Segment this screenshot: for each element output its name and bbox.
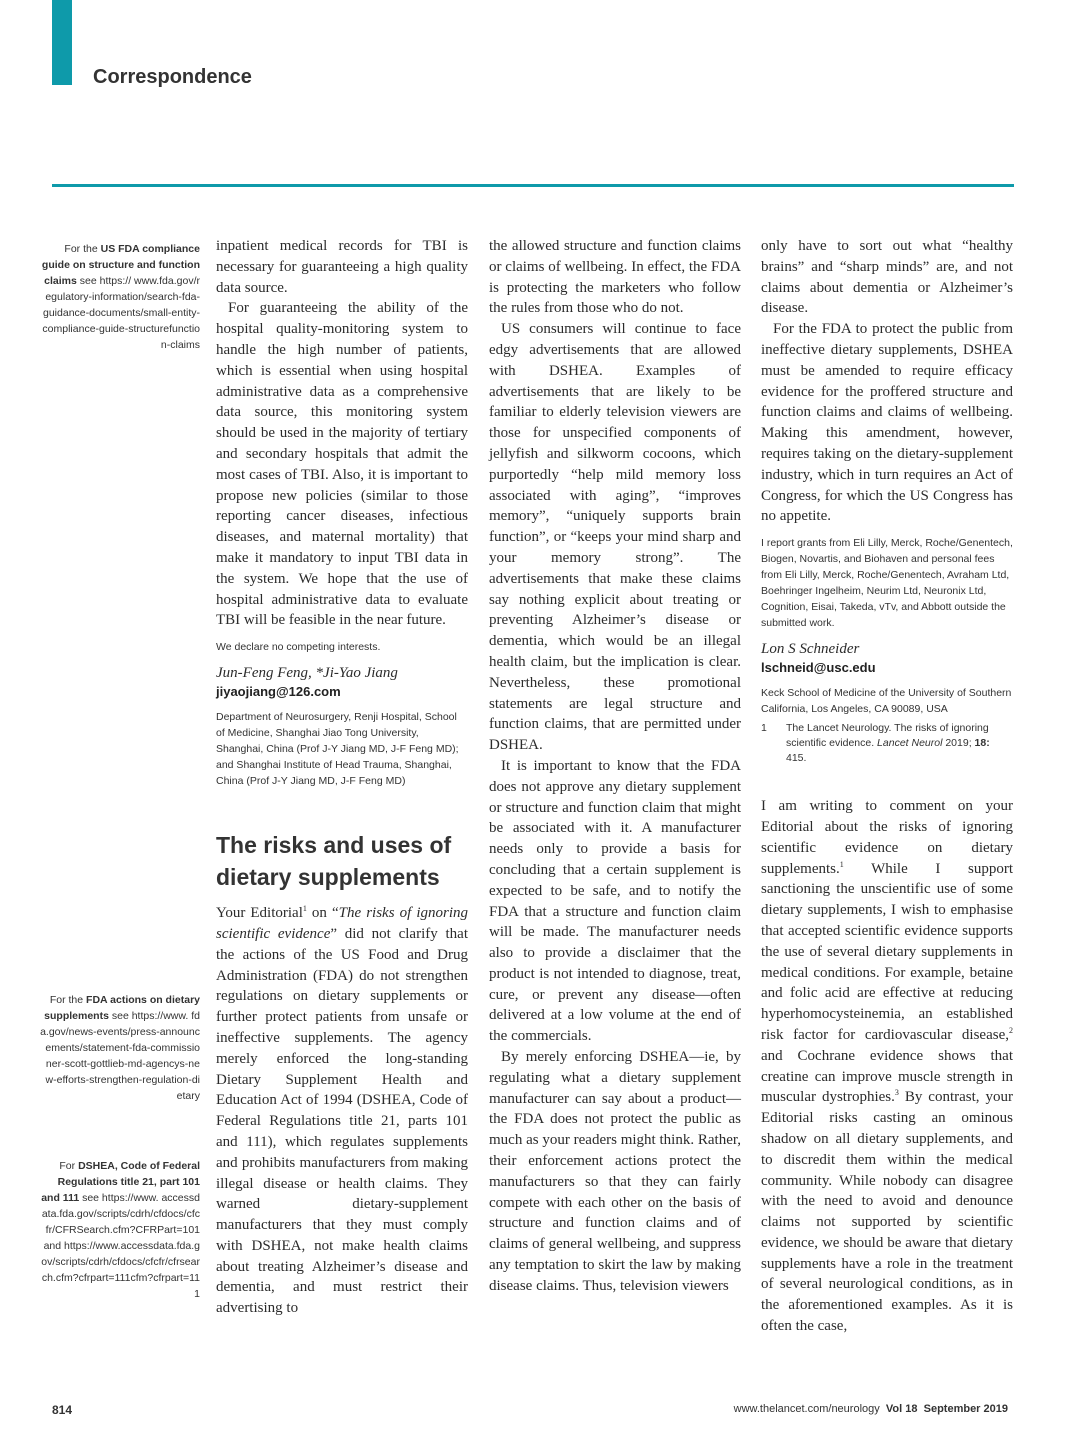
letter2-paragraph-1-cont: the allowed structure and function claims or claims of wellbeing. In effect, the FDA is protecting the marketers who follow the rules from those who do not. <box>489 238 741 317</box>
letter2-paragraph-4-cont: only have to sort out what “healthy brains” and “sharp minds” are, and not claims about dementia or Alzheimer’s disease. <box>761 238 1013 317</box>
reference-item <box>761 721 1013 766</box>
header-rule <box>52 184 1014 187</box>
text-run: I am writing to comment on your Editorial about the risks of ignoring scientific evidence on dietary supplements. <box>761 798 1013 877</box>
text-run: ” did not clarify that the actions of the US Food and Drug Administration (FDA) do not strengthen regulations on dietary supplements or further protect patients from unsafe or ineffective supplements. The agency merely enforced the long-standing Dietary Supplement Health and Education Act of 1994 (DSHEA, Code of Federal Regulations title 21, parts 101 and 111), which regulates supplements and prohibits manufacturers from making illegal disease or health claims. They warned dietary-supplement manufacturers that they must comply with DSHEA, not make health claims about treating Alzheimer’s disease and dementia, and must restrict their advertising to <box>216 925 468 1317</box>
column-2 <box>489 236 741 1297</box>
sidenote-fda-actions <box>40 992 200 1104</box>
footer-volume: Vol 18 <box>885 1403 918 1415</box>
letter2-paragraph-5: For the FDA to protect the public from ineffective dietary supplements, DSHEA must be amended to require efficacy evidence for the proffered structure and function claims and claims of wellbeing. Making this amendment, however, requires taking on the dietary-supplement industry, which in turn requires an Act of Congress, for which the US Congress has no appetite. <box>761 321 1013 525</box>
sidenote-suffix: see https://www. <box>79 1192 159 1204</box>
sidenote-bold: US FDA compliance guide on structure and function claims <box>41 243 200 287</box>
letter2-declaration: I report grants from Eli Lilly, Merck, Roche/Genentech, Biogen, Novartis, and Biohaven and personal fees from Eli Lilly, Merck, Roche/Genentech, Avraham Ltd, Boehringer Ingelheim, Neurim Ltd, Neuronix Ltd, Cognition, Eisai, Takeda, vTv, and Abbott outside the submitted work. <box>761 537 1013 630</box>
text-run: on “ <box>306 905 339 922</box>
text-run: While I support sanctioning the unscientific use of some dietary supplements, I wish to emphasise that accepted scientific evidence supports the use of several dietary supplements in medical conditions. For example, betaine and folic acid are effective at reducing hyperhomocysteinemia, an established risk factor for cardiovascular disease, <box>761 860 1013 1043</box>
letter1-declaration: We declare no competing interests. <box>216 641 381 654</box>
article-title: The risks and uses of dietary supplements <box>216 832 452 891</box>
citation-sup[interactable]: 1 <box>839 859 844 869</box>
text-run: 415. <box>786 752 807 765</box>
sidenote-suffix: see https://www. <box>108 1010 189 1022</box>
sidenote-bold: FDA actions on dietary supplements <box>44 994 200 1022</box>
citation-sup[interactable]: 2 <box>1009 1025 1013 1035</box>
sidenote-prefix: For the <box>49 994 87 1006</box>
sidenote-fda-guide <box>40 241 200 353</box>
letter1-paragraph-2: For guaranteeing the ability of the hospital quality-monitoring system to handle the high number of patients, which is essential when using hospital administrative data as a comprehensive data source, this monitoring system should be used in the majority of tertiary and secondary hospitals that admit the most cases of TBI. Also, it is important to propose new policies (similar to those reporting cancer diseases, infectious diseases, and maternal mortality) that make it mandatory to input TBI data in the system. We hope that the use of hospital administrative data to evaluate TBI will be feasible in the near future. <box>216 300 468 629</box>
letter2-author: Lon S Schneider <box>761 641 860 658</box>
column-3 <box>761 236 1013 1337</box>
letter3-paragraph-1 <box>761 796 1013 1337</box>
letter1-authors: Jun-Feng Feng, *Ji-Yao Jiang <box>216 665 398 682</box>
footer-date: September 2019 <box>923 1403 1008 1415</box>
text-run: The Lancet Neurology. The risks of ignoring scientific evidence. <box>786 722 989 750</box>
text-run: Your Editorial <box>216 905 303 922</box>
sidenote-bold: DSHEA, Code of Federal Regulations title 21, part 101 and 111 <box>41 1160 200 1204</box>
letter1-email-link[interactable]: jiyaojiang@126.com <box>216 684 341 700</box>
sidenote-suffix: see https:// <box>76 275 132 287</box>
citation-sup[interactable]: 3 <box>894 1088 899 1098</box>
reference-journal: Lancet Neurol <box>877 737 943 750</box>
column-1 <box>216 236 468 1319</box>
letter2-paragraph-1 <box>216 903 468 1319</box>
sidenote-prefix: For the <box>64 243 101 255</box>
letter2-paragraph-3: It is important to know that the FDA does not approve any dietary supplement or structure and function claim that might be associated with it. A manufacturer needs only to provide a basis for concluding that a certain supplement is expected to be safe, and to notify the FDA that a structure and function claim will be made. The manufacturer needs also to provide a disclaimer that the product is not intended to diagnose, treat, cure, or prevent any disease—often delivered at a low volume at the end of the commercials. <box>489 757 741 1045</box>
text-run: 2019; <box>942 737 975 750</box>
footer-site-link[interactable]: www.thelancet.com/neurology <box>733 1403 880 1415</box>
letter1-paragraph-1: inpatient medical records for TBI is necessary for guaranteeing a high quality data source. <box>216 238 468 296</box>
footer-citation <box>734 1403 1008 1415</box>
accent-bar <box>52 0 72 85</box>
sidenote-dshea <box>40 1158 200 1302</box>
citation-sup[interactable]: 1 <box>302 904 307 914</box>
letter1-affiliation: Department of Neurosurgery, Renji Hospital, School of Medicine, Shanghai Jiao Tong University, Shanghai, China (Prof J-Y Jiang MD, J-F Feng MD); and Shanghai Institute of Head Trauma, Shanghai, China (Prof J-Y Jiang MD, J-F Feng MD) <box>216 711 459 788</box>
letter2-email-link[interactable]: lschneid@usc.edu <box>761 660 876 676</box>
sidenote-prefix: For <box>59 1160 79 1172</box>
reference-number: 1 <box>761 722 767 735</box>
page-number: 814 <box>52 1403 73 1417</box>
text-run-italic: The risks of ignoring scientific evidence <box>216 905 468 942</box>
text-run: By contrast, your Editorial risks casting an ominous shadow on all dietary supplements, and to discredit them within the medical community. While nobody can disagree with the need to avoid and denounce claims not supported by scientific evidence, we should be aware that dietary supplements have a role in the treatment of several neurological conditions, as in the aforementioned examples. As it is often the case, <box>761 1089 1014 1335</box>
sidenote-url-link[interactable]: accessdata.fda.gov/scripts/cdrh/cfdocs/cfcfr/CFRSearch.cfm?CFRPart=101 and https://www.accessdata.fda.gov/scripts/cdrh/cfdocs/cfcfr/cfrsearch.cfm?cfrpart=111cfm?cfrpart=111 <box>41 1192 200 1300</box>
letter2-affiliation: Keck School of Medicine of the University of Southern California, Los Angeles, CA 90089, USA <box>761 687 1012 716</box>
text-run: and Cochrane evidence shows that creatine can improve muscle strength in muscular dystrophies. <box>761 1047 1013 1106</box>
section-title: Correspondence <box>93 66 252 88</box>
sidenote-url-link[interactable]: www.fda.gov/regulatory-information/search-fda-guidance-documents/small-entity-compliance-guide-structurefunction-claims <box>42 275 200 351</box>
letter2-paragraph-4: By merely enforcing DSHEA—ie, by regulating what a dietary supplement manufacturer can say about a product—the FDA does not protect the public as much as your readers might think. Rather, their enforcement actions protect the manufacturers so that they can fairly compete with each other on the basis of structure and function claims and of claims of general wellbeing, and suppress any temptation to skirt the law by making disease claims. Thus, television viewers <box>489 1049 741 1294</box>
sidenote-url-link[interactable]: fda.gov/news-events/press-announcements/statement-fda-commissioner-scott-gottlieb-md-agencys-new-efforts-strengthen-regulation-dietary <box>40 1010 200 1102</box>
reference-text <box>786 721 1013 766</box>
letter2-paragraph-2: US consumers will continue to face edgy advertisements that are allowed with DSHEA. Examples of advertisements that are likely to be familiar to elderly television viewers are those for unspecified components of jellyfish and silkworm cocoons, which purportedly “help mild memory loss associated with aging”, “improves memory”, “uniquely supports brain function”, or “keeps your mind sharp and your memory strong”. The advertisements that make these claims say nothing explicit about treating or preventing Alzheimer’s disease or dementia, which would be an illegal health claim, but the implication is clear. Nevertheless, these promotional statements are legal structure and function claims, that are permitted under DSHEA. <box>489 321 741 754</box>
reference-volume: 18: <box>974 737 990 750</box>
